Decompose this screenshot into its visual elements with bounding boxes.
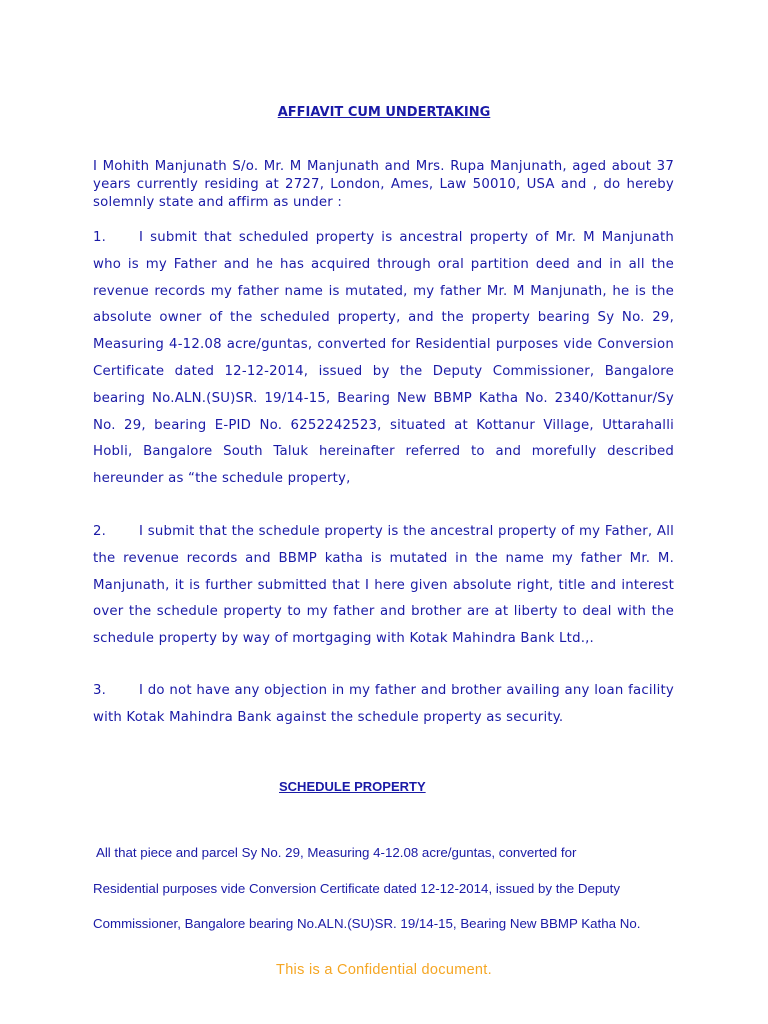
schedule-line: All that piece and parcel Sy No. 29, Measuring 4-12.08 acre/guntas, converted for: [93, 845, 577, 860]
paragraph-text: I do not have any objection in my father and brother availing any loan facility with Kotak Mahindra Bank against the schedule property as security.: [93, 683, 674, 725]
intro-paragraph: I Mohith Manjunath S/o. Mr. M Manjunath and Mrs. Rupa Manjunath, aged about 37 years currently residing at 2727, London, Ames, Law 50010, USA and , do hereby solemnly state and affirm as under :: [93, 159, 674, 210]
document-title: AFFIAVIT CUM UNDERTAKING: [277, 105, 491, 120]
confidential-notice: This is a Confidential document.: [276, 962, 492, 978]
schedule-line: Commissioner, Bangalore bearing No.ALN.(SU)SR. 19/14-15, Bearing New BBMP Katha No.: [93, 916, 641, 932]
paragraph-number: 3.: [93, 683, 107, 698]
paragraph-number: 2.: [93, 524, 107, 539]
paragraph-text: I submit that scheduled property is ancestral property of Mr. M Manjunath who is my Father and he has acquired through oral partition deed and in all the revenue records my father name is mutated, my father Mr. M Manjunath, he is the absolute owner of the scheduled property, and the property bearing Sy No. 29, Measuring 4-12.08 acre/guntas, converted for Residential purposes vide Conversion Certificate dated 12-12-2014, issued by the Deputy Commissioner, Bangalore bearing No.ALN.(SU)SR. 19/14-15, Bearing New BBMP Katha No. 2340/Kottanur/Sy No. 29, bearing E-PID No. 6252242523, situated at Kottanur Village, Uttarahalli Hobli, Bangalore South Taluk hereinafter referred to and morefully described hereunder as “the schedule property,: [93, 230, 674, 487]
schedule-property-heading: SCHEDULE PROPERTY: [279, 779, 426, 794]
paragraph-3: [93, 678, 674, 732]
schedule-line: Residential purposes vide Conversion Certificate dated 12-12-2014, issued by the Deputy: [93, 880, 621, 896]
schedule-property-body: [93, 835, 693, 942]
paragraph-number: 1.: [93, 230, 107, 245]
paragraph-2: [93, 519, 674, 653]
paragraph-text: I submit that the schedule property is the ancestral property of my Father, All the revenue records and BBMP katha is mutated in the name my father Mr. M. Manjunath, it is further submitted that I here given absolute right, title and interest over the schedule property to my father and brother are at liberty to deal with the schedule property by way of mortgaging with Kotak Mahindra Bank Ltd.,.: [93, 524, 674, 647]
paragraph-1: [93, 225, 674, 493]
